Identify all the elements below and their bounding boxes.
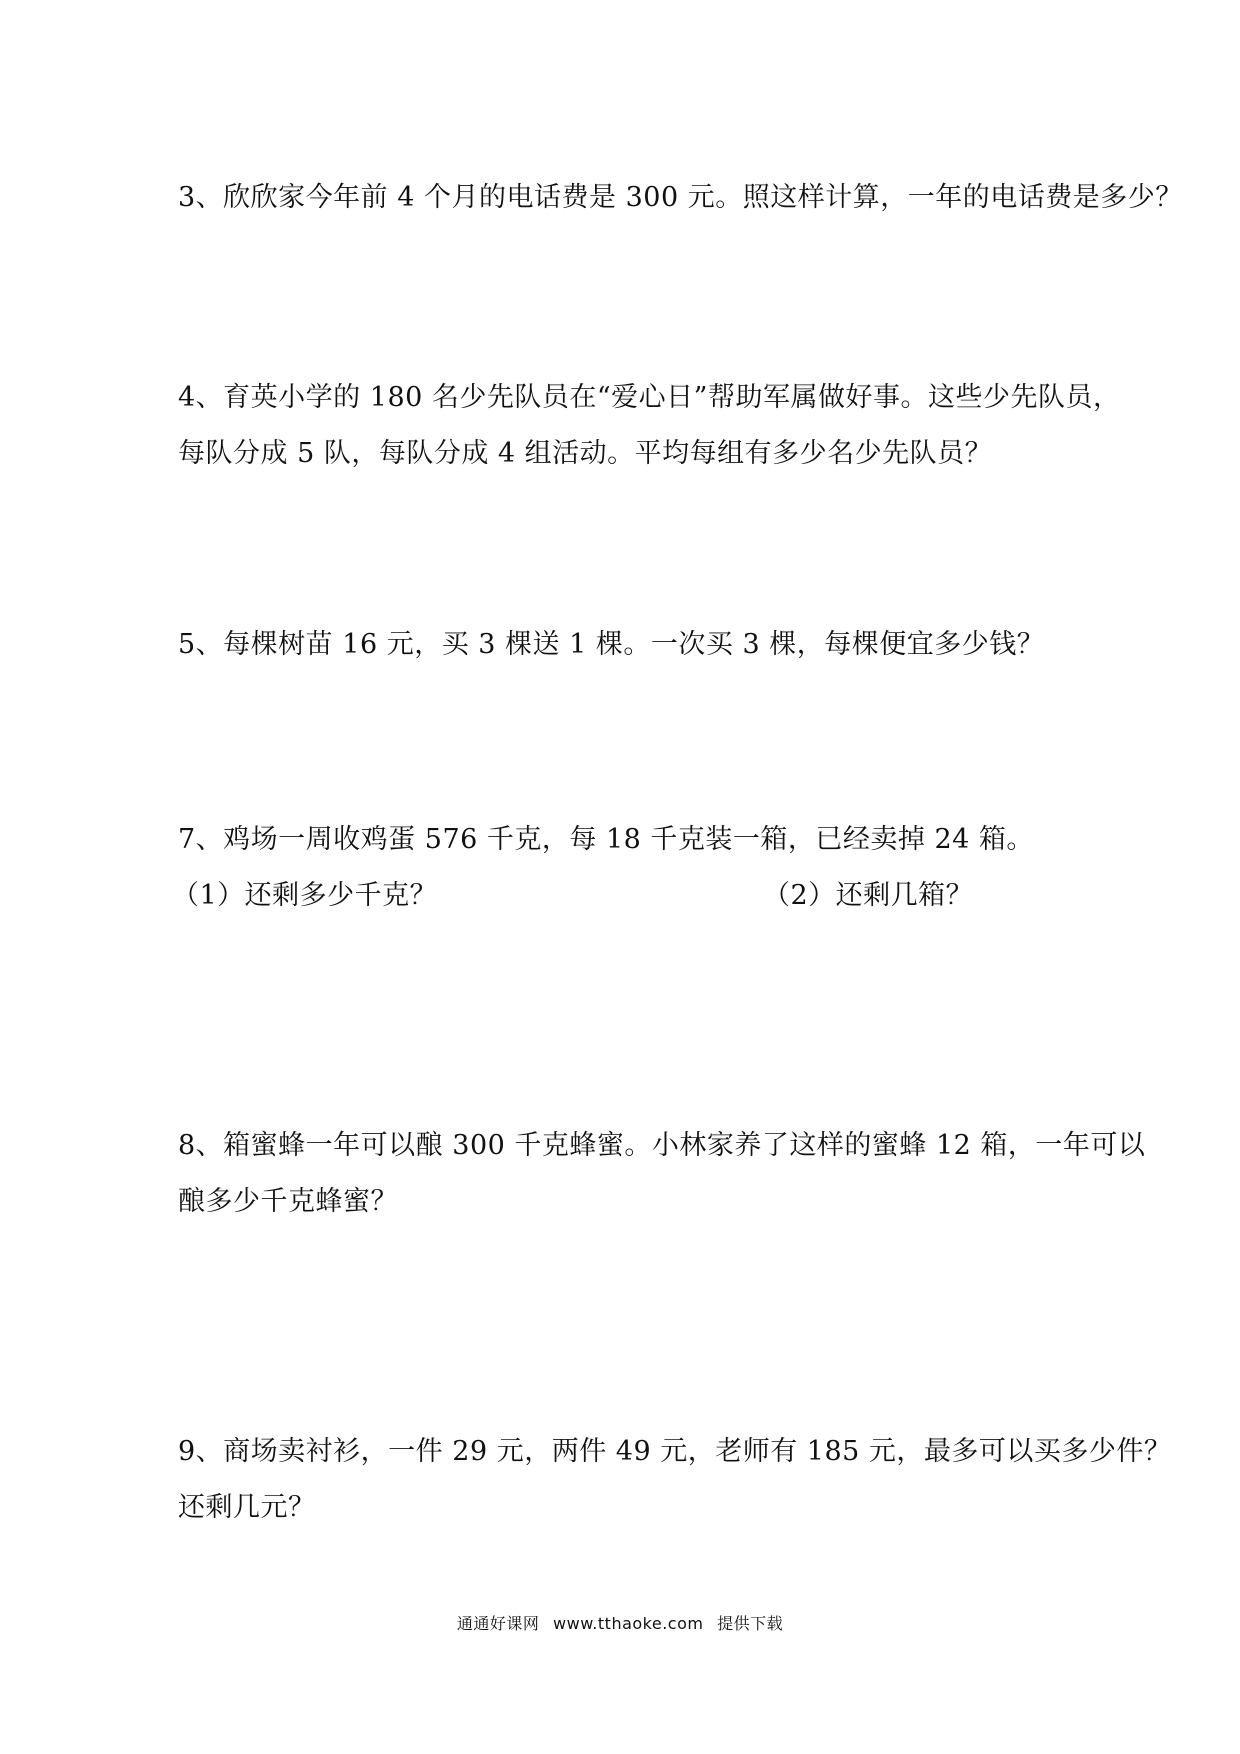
question-7-sub-1: （1）还剩多少千克？ [172, 880, 438, 911]
question-3 [178, 170, 1183, 226]
question-8 [178, 1118, 1183, 1230]
question-9-line-2: 还剩几元？ [178, 1492, 316, 1523]
footer-tagline: 提供下载 [717, 1614, 784, 1633]
question-5 [178, 617, 1183, 673]
question-7-subquestions [172, 868, 1183, 924]
question-4 [178, 370, 1183, 482]
question-7-line-1: 7、鸡场一周收鸡蛋 576 千克，每 18 千克装一箱，已经卖掉 24 箱。 [178, 824, 1034, 855]
question-9 [178, 1424, 1183, 1536]
question-9-line-1: 9、商场卖衬衫，一件 29 元，两件 49 元，老师有 185 元，最多可以买多少件？ [178, 1436, 1172, 1467]
question-4-line-1: 4、育英小学的 180 名少先队员在“爱心日”帮助军属做好事。这些少先队员， [178, 382, 1121, 413]
footer-site-name: 通通好课网 [456, 1614, 540, 1633]
question-4-line-2: 每队分成 5 队，每队分成 4 组活动。平均每组有多少名少先队员？ [178, 438, 993, 469]
question-7 [172, 812, 1183, 924]
page-footer [0, 1612, 1240, 1636]
question-8-line-1: 8、箱蜜蜂一年可以酿 300 千克蜂蜜。小林家养了这样的蜜蜂 12 箱，一年可以 [178, 1130, 1146, 1161]
footer-url: www.tthaoke.com [553, 1614, 704, 1633]
question-3-line-1: 3、欣欣家今年前 4 个月的电话费是 300 元。照这样计算，一年的电话费是多少？ [178, 182, 1183, 213]
question-8-line-2: 酿多少千克蜂蜜？ [178, 1186, 398, 1217]
question-7-sub-2: （2）还剩几箱？ [763, 880, 974, 911]
question-5-line-1: 5、每棵树苗 16 元，买 3 棵送 1 棵。一次买 3 棵，每棵便宜多少钱？ [178, 629, 1045, 660]
